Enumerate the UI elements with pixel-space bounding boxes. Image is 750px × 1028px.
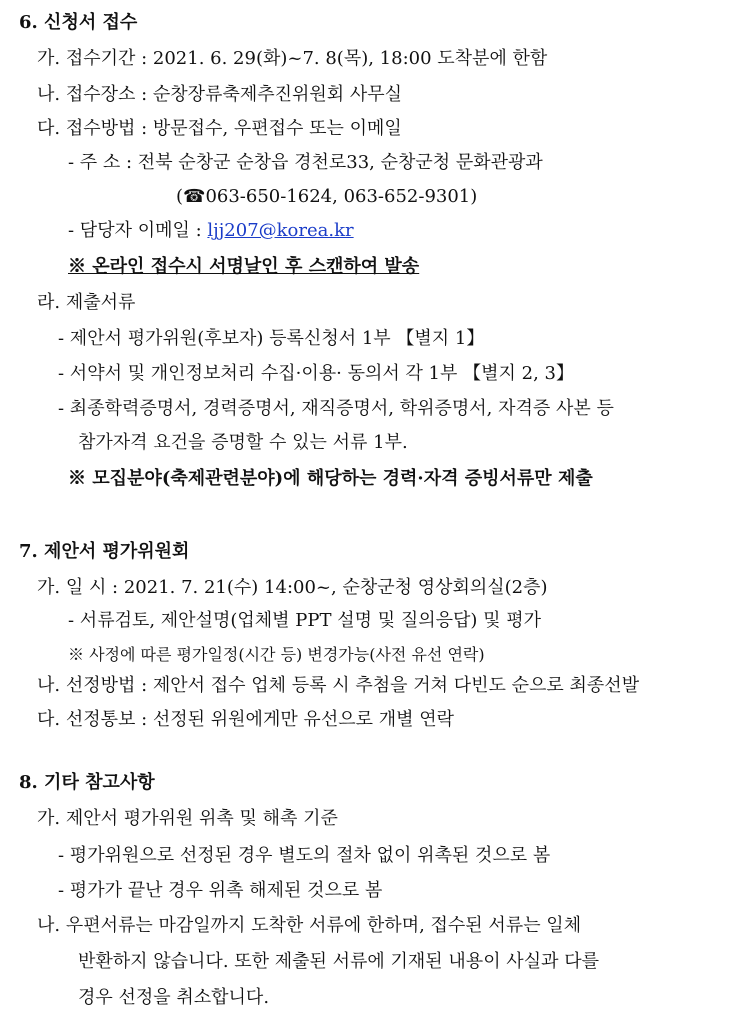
mail-docs-line-2: 반환하지 않습니다. 또한 제출된 서류에 기재된 내용이 사실과 다를 [78,951,599,972]
section-6-heading: 6. 신청서 접수 [19,12,138,33]
receipt-method: 다. 접수방법 : 방문접수, 우편접수 또는 이메일 [37,118,402,139]
address: - 주 소 : 전북 순창군 순창읍 경천로33, 순창군청 문화관광과 [68,152,543,173]
selection-notice: 다. 선정통보 : 선정된 위원에게만 유선으로 개별 연락 [37,709,454,730]
online-note: ※ 온라인 접수시 서명날인 후 스캔하여 발송 [68,256,420,277]
criteria-item-1: - 평가위원으로 선정된 경우 별도의 절차 없이 위촉된 것으로 봄 [58,845,551,866]
email-label: - 담당자 이메일 : [68,220,208,241]
criteria-item-2: - 평가가 끝난 경우 위촉 해제된 것으로 봄 [58,880,383,901]
mail-docs-line-1: 나. 우편서류는 마감일까지 도착한 서류에 한하며, 접수된 서류는 일체 [37,915,582,936]
receipt-place: 나. 접수장소 : 순창장류축제추진위원회 사무실 [37,84,403,105]
meeting-datetime: 가. 일 시 : 2021. 7. 21(수) 14:00~, 순창군청 영상회의실(2층) [37,577,548,598]
section-7-heading: 7. 제안서 평가위원회 [19,541,190,562]
section-8-heading: 8. 기타 참고사항 [19,772,155,793]
mail-docs-line-3: 경우 선정을 취소합니다. [78,987,270,1008]
appointment-criteria: 가. 제안서 평가위원 위촉 및 해촉 기준 [37,808,338,829]
phone-numbers: (☎063-650-1624, 063-652-9301) [176,186,478,207]
receipt-period: 가. 접수기간 : 2021. 6. 29(화)~7. 8(목), 18:00 도착분에 한함 [37,48,548,69]
submit-documents-heading: 라. 제출서류 [37,292,136,313]
doc-item-2: - 서약서 및 개인정보처리 수집·이용· 동의서 각 1부 【별지 2, 3】 [58,363,574,384]
doc-item-1: - 제안서 평가위원(후보자) 등록신청서 1부 【별지 1】 [58,328,485,349]
email-line [68,220,354,242]
doc-item-3: - 최종학력증명서, 경력증명서, 재직증명서, 학위증명서, 자격증 사본 등 [58,398,614,419]
schedule-note: ※ 사정에 따른 평가일정(시간 등) 변경가능(사전 유선 연락) [68,645,485,664]
doc-item-3-cont: 참가자격 요건을 증명할 수 있는 서류 1부. [78,432,408,453]
docs-note: ※ 모집분야(축제관련분야)에 해당하는 경력·자격 증빙서류만 제출 [68,468,593,489]
email-link[interactable]: ljj207@korea.kr [207,220,354,241]
meeting-agenda: - 서류검토, 제안설명(업체별 PPT 설명 및 질의응답) 및 평가 [68,610,541,631]
selection-method: 나. 선정방법 : 제안서 접수 업체 등록 시 추첨을 거쳐 다빈도 순으로 최종선발 [37,675,640,696]
